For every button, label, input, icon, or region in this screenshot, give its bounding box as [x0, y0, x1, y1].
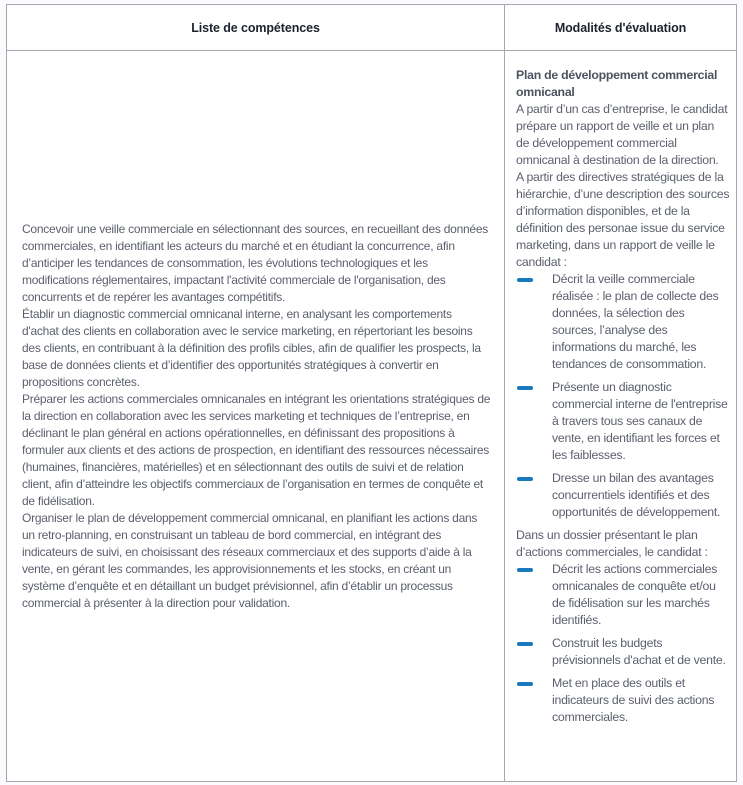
competency-evaluation-table: [6, 4, 737, 782]
evaluation-intro-directives: A partir des directives stratégiques de la hiérarchie, d’une description des sources d’information disponibles, et de la définition des personae issue du service marketing, dans un rapport de veille le candidat :: [516, 170, 730, 269]
dash-bullet-icon: [517, 682, 533, 686]
evaluation-intro-case: A partir d’un cas d’entreprise, le candidat prépare un rapport de veille et un plan de développement commercial omnicanal à destination de la direction.: [516, 102, 728, 167]
dash-bullet-icon: [517, 278, 533, 282]
dossier-bullet-item: [516, 561, 730, 629]
header-cell-evaluation: Modalités d'évaluation: [554, 20, 687, 35]
bullet-text: Décrit la veille commerciale réalisée : le plan de collecte des données, la sélection des sources, l’analyse des informations du marché, les tendances de consommation.: [552, 272, 719, 371]
bullet-text: Présente un diagnostic commercial interne de l'entreprise à travers tous ses canaux de vente, en identifiant les forces et les faiblesses.: [552, 380, 728, 462]
dash-bullet-icon: [517, 386, 533, 390]
bullet-text: Met en place des outils et indicateurs de suivi des actions commerciales.: [552, 676, 715, 724]
rapport-bullet-item: [516, 470, 730, 521]
header-cell-competences: Liste de compétences: [7, 5, 505, 50]
evaluation-cell: [505, 51, 736, 781]
competence-paragraph-organiser: Organiser le plan de développement commercial omnicanal, en planifiant les actions dans un retro-planning, en construisant un tableau de bord commercial, en intégrant des indicateurs de suivi, en choisissant des réseaux commerciaux et des supports d’aide à la vente, en gérant les commandes, les approvisionnements et les stocks, en créant un système d’enquête et en détaillant un budget prévisionnel, afin d’établir un processus commercial à présenter à la direction pour validation.: [22, 510, 478, 610]
competences-cell: [7, 51, 505, 781]
competence-paragraph-preparer: Préparer les actions commerciales omnicanales en intégrant les orientations stratégiques de la direction en collaboration avec les services marketing et techniques de l’entreprise, en déclinant le plan général en actions opérationnelles, en définissant des propositions à formuler aux clients et des actions de prospection, en identifiant des ressources nécessaires (humaines, financières, matérielles) et en sélectionnant des outils de suivi et de relation client, afin d’atteindre les objectifs commerciaux de l’organisation en termes de conquête et de fidélisation.: [22, 391, 491, 508]
dash-bullet-icon: [517, 568, 533, 572]
table-header-row: [7, 5, 736, 51]
dash-bullet-icon: [517, 642, 533, 646]
bullet-text: Construit les budgets prévisionnels d'achat et de vente.: [552, 636, 726, 667]
rapport-bullet-item: [516, 379, 730, 464]
dossier-bullet-item: [516, 635, 730, 669]
dash-bullet-icon: [517, 477, 533, 481]
table-body-row: [7, 51, 736, 781]
dossier-bullet-item: [516, 675, 730, 726]
rapport-bullet-item: [516, 271, 730, 373]
bullet-text: Dresse un bilan des avantages concurrentiels identifiés et des opportunités de développement.: [552, 471, 721, 519]
evaluation-title: Plan de développement commercial omnicanal: [516, 68, 718, 99]
competence-paragraph-veille: Concevoir une veille commerciale en sélectionnant des sources, en recueillant des données commerciales, en identifiant les acteurs du marché et en étudiant la concurrence, afin d’anticiper les tendances de consommation, les évolutions technologiques et les modifications réglementaires, impactant l'activité commerciale de l'organisation, des concurrents et de repérer les avantages compétitifs.: [22, 221, 489, 304]
evaluation-dossier-intro: Dans un dossier présentant le plan d’actions commerciales, le candidat :: [516, 528, 708, 559]
competence-paragraph-diagnostic: Établir un diagnostic commercial omnicanal interne, en analysant les comportements d'achat des clients en collaboration avec le service marketing, en répertoriant les besoins des clients, en contribuant à la définition des profils cibles, afin de qualifier les prospects, la base de données clients et d’identifier des opportunités stratégiques à convertir en propositions concrètes.: [22, 306, 481, 389]
bullet-text: Décrit les actions commerciales omnicanales de conquête et/ou de fidélisation sur les marchés identifiés.: [552, 562, 718, 627]
